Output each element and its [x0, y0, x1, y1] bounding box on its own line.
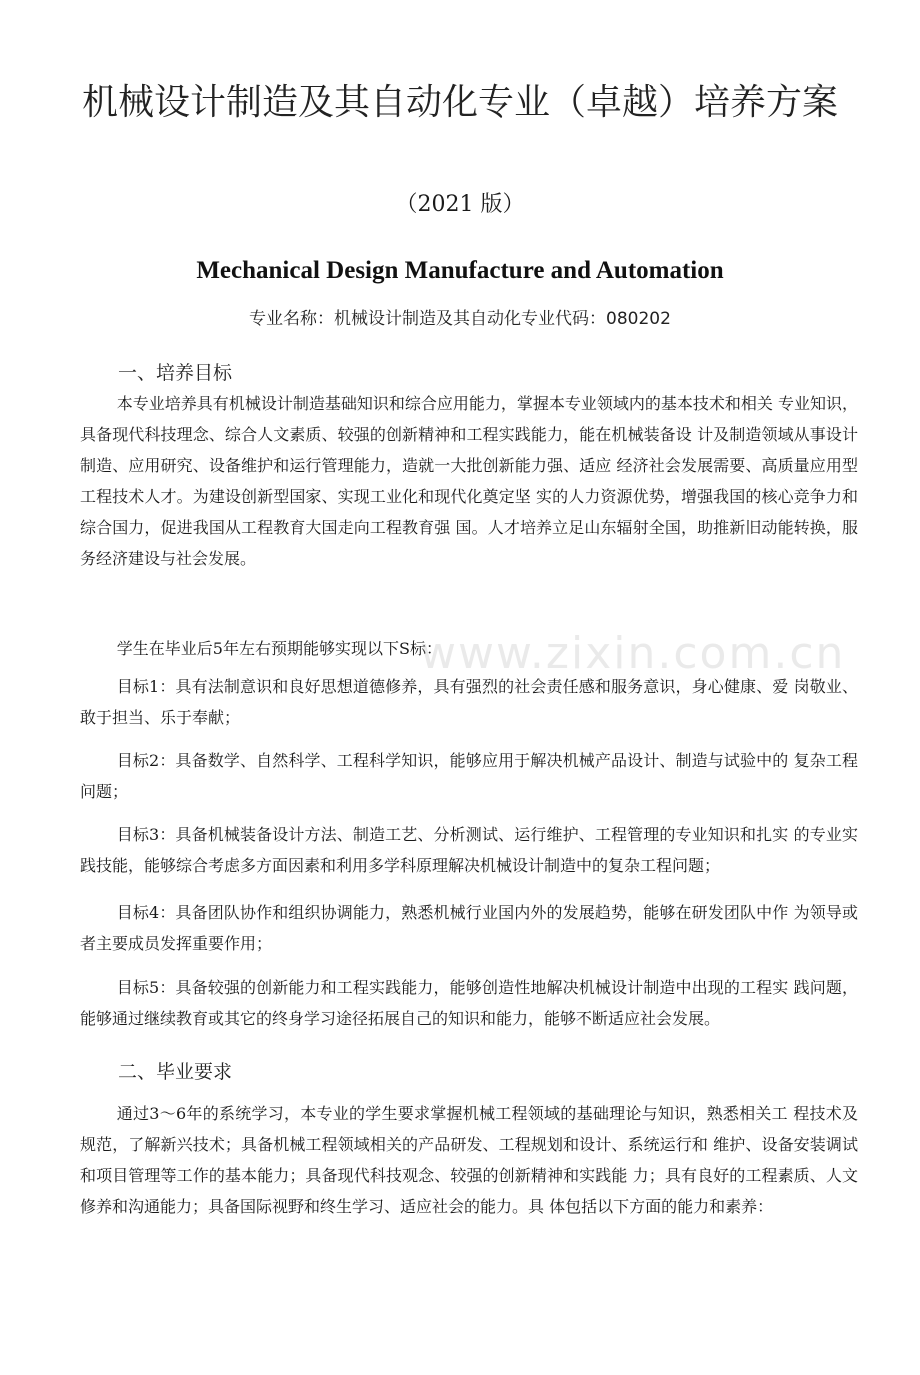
watermark-text: www.zixin.com.cn	[420, 628, 846, 679]
section-heading-training-objectives: 一、培养目标	[118, 362, 233, 384]
english-title: Mechanical Design Manufacture and Automation	[196, 257, 724, 284]
objectives-intro-paragraph: 本专业培养具有机械设计制造基础知识和综合应用能力，掌握本专业领域内的基本技术和相关 专业知识，具备现代科技理念、综合人文素质、较强的创新精神和工程实践能力，能在机械装备设 计及制造领域从事设计制造、应用研究、设备维护和运行管理能力，造就一大批创新能力强、适应 经济社会发展需要、高质量应用型工程技术人才。为建设创新型国家、实现工业化和现代化奠定坚 实的人力资源优势，增强我国的核心竞争力和综合国力，促进我国从工程教育大国走向工程教育强 国。人才培养立足山东辐射全国，助推新旧动能转换，服务经济建设与社会发展。	[80, 394, 858, 568]
goal-paragraph: 目标4：具备团队协作和组织协调能力，熟悉机械行业国内外的发展趋势，能够在研发团队中作 为领导或者主要成员发挥重要作用；	[80, 903, 858, 953]
document-title: 机械设计制造及其自动化专业（卓越）培养方案	[81, 82, 838, 123]
requirements-intro-paragraph: 通过3〜6年的系统学习，本专业的学生要求掌握机械工程领域的基础理论与知识，熟悉相关工 程技术及规范，了解新兴技术；具备机械工程领域相关的产品研发、工程规划和设计、系统运行和 维护、设备安装调试和项目管理等工作的基本能力；具备现代科技观念、较强的创新精神和实践能 力；具有良好的工程素质、人文修养和沟通能力；具备国际视野和终生学习、适应社会的能力。具 体包括以下方面的能力和素养：	[80, 1104, 858, 1216]
goal-paragraph: 目标3：具备机械装备设计方法、制造工艺、分析测试、运行维护、工程管理的专业知识和扎实 的专业实践技能，能够综合考虑多方面因素和利用多学科原理解决机械设计制造中的复杂工程问题；	[80, 825, 858, 875]
section-heading-graduation-requirements: 二、毕业要求	[118, 1061, 233, 1083]
major-name-and-code: 专业名称：机械设计制造及其自动化专业代码：080202	[249, 309, 671, 329]
goal-paragraph: 目标1：具有法制意识和良好思想道德修养，具有强烈的社会责任感和服务意识，身心健康、爱 岗敬业、敢于担当、乐于奉献；	[80, 677, 858, 727]
goal-paragraph: 目标5：具备较强的创新能力和工程实践能力，能够创造性地解决机械设计制造中出现的工程实 践问题，能够通过继续教育或其它的终身学习途径拓展自己的知识和能力，能够不断适应社会发展。	[80, 978, 858, 1028]
objectives-lead-line: 学生在毕业后5年左右预期能够实现以下S标：	[116, 639, 442, 658]
goal-paragraph: 目标2：具备数学、自然科学、工程科学知识，能够应用于解决机械产品设计、制造与试验中的 复杂工程问题；	[80, 751, 858, 801]
edition-label: （2021 版）	[395, 192, 525, 217]
